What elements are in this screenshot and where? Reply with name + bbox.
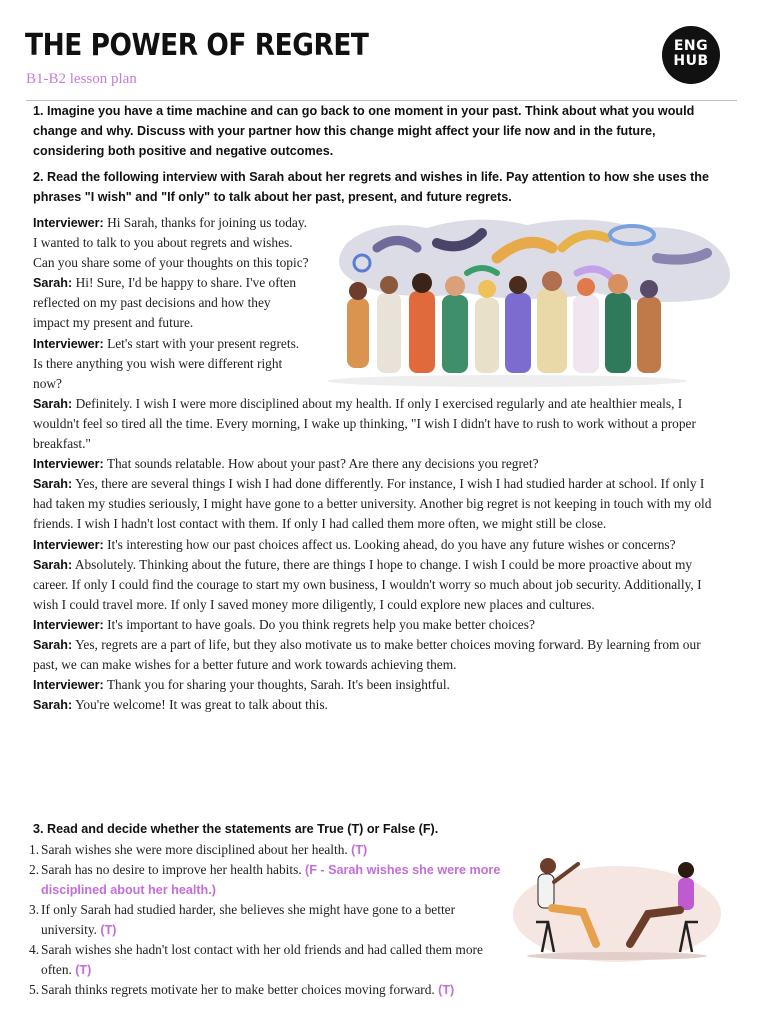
speaker-label: Sarah:: [33, 557, 73, 572]
task-2-instruction: 2. Read the following interview with Sarah about her regrets and wishes in life. Pay attention to how she uses the phrases "I wish" and "If only" to talk about her past, present, and future regrets.: [33, 170, 709, 204]
statement-text: If only Sarah had studied harder, she believes she might have gone to a better university.: [41, 902, 456, 937]
speech-text: It's interesting how our past choices affect us. Looking ahead, do you have any future wishes or concerns?: [107, 536, 676, 552]
statement-answer: (T): [438, 983, 455, 997]
speech-text: Yes, regrets are a part of life, but they also motivate us to make better choices moving forward. By learning from our past, we can make wishes for a better future and work towards achieving them.: [33, 636, 701, 673]
task-1-instruction: 1. Imagine you have a time machine and can go back to one moment in your past. Think about what you would change and why. Discuss with your partner how this change might affect your life now and in the future, considering both positive and negative outcomes.: [33, 104, 695, 158]
task-3-instruction: 3. Read and decide whether the statements are True (T) or False (F).: [33, 822, 439, 836]
interview-turn: [33, 635, 725, 675]
interview-turn: [33, 454, 725, 474]
speaker-label: Interviewer:: [33, 678, 104, 693]
speaker-label: Sarah:: [33, 637, 73, 652]
speaker-label: Interviewer:: [33, 457, 104, 472]
statement-number: 4.: [29, 942, 40, 957]
interview-turn: [33, 675, 725, 695]
speech-text: That sounds relatable. How about your past? Are there any decisions you regret?: [106, 456, 539, 472]
speech-text: You're welcome! It was great to talk about this.: [75, 697, 328, 713]
eng-hub-logo: [662, 26, 720, 84]
statement-text: Sarah has no desire to improve her health habits.: [41, 862, 302, 877]
statement-answer: (T): [100, 923, 117, 937]
speech-text: Hi Sarah, thanks for joining us today. I wanted to talk to you about regrets and wishes. Can you share some of your thoughts on this topic?: [33, 215, 309, 271]
statement-number: 2.: [29, 862, 40, 877]
logo-line-1: ENG: [673, 38, 709, 54]
statement-answer: (F - Sarah wishes she were more disciplined about her health.): [41, 863, 501, 897]
conversation-illustration: [508, 834, 726, 964]
statement-number: 1.: [29, 842, 40, 857]
statement-text: Sarah wishes she were more disciplined about her health.: [41, 842, 348, 857]
statement-number: 5.: [29, 982, 40, 997]
interview-text: [33, 213, 725, 715]
statement-text: Sarah thinks regrets motivate her to make better choices moving forward.: [41, 982, 435, 997]
speech-text: Yes, there are several things I wish I had done differently. For instance, I wish I had studied harder at school. If only I had taken my studies seriously, I might have gone to a better university. Another big regret is not keeping in touch with my old friends. I wish I hadn't lost contact with them. If only I had called them more often, we might still be close.: [33, 476, 712, 532]
speaker-label: Sarah:: [33, 396, 73, 411]
interview-turn: [33, 394, 725, 454]
statement-answer: (T): [75, 963, 92, 977]
statement-item: [29, 980, 509, 1000]
speaker-label: Interviewer:: [33, 216, 104, 230]
speech-text: Absolutely. Thinking about the future, there are things I hope to change. I wish I could be more proactive about my career. If only I could find the courage to start my own business, I wouldn't worry so much about job security. Additionally, I wish I could travel more. If only I saved money more diligently, I could explore new places and cultures.: [33, 556, 702, 612]
statement-item: [29, 840, 509, 860]
speech-text: Let's start with your present regrets. Is there anything you wish were different right now?: [33, 335, 300, 391]
interview-turn: [33, 535, 725, 555]
crowd-illustration: [317, 213, 737, 393]
speaker-label: Interviewer:: [33, 336, 104, 351]
page-title: THE POWER OF REGRET: [25, 28, 369, 63]
speaker-label: Sarah:: [33, 698, 73, 713]
statements-list: [29, 840, 509, 1000]
statement-answer: (T): [351, 843, 368, 857]
speech-text: Definitely. I wish I were more disciplined about my health. If only I exercised regularly and ate healthier meals, I wouldn't feel so tired all the time. Every morning, I wake up thinking, "I wish I didn't have to rush to work without a proper breakfast.": [33, 395, 696, 452]
statement-item: [29, 860, 509, 900]
interview-turn: [33, 474, 725, 534]
interview-turn: [33, 695, 725, 715]
speaker-label: Interviewer:: [33, 537, 104, 552]
speech-text: Thank you for sharing your thoughts, Sarah. It's been insightful.: [106, 677, 450, 693]
interview-turn: [33, 615, 725, 635]
speaker-label: Interviewer:: [33, 617, 104, 632]
page-subtitle: B1-B2 lesson plan: [26, 71, 137, 87]
statement-item: [29, 940, 509, 980]
speaker-label: Sarah:: [33, 276, 73, 291]
statement-text: Sarah wishes she hadn't lost contact with her old friends and had called them more often.: [41, 942, 483, 977]
statement-item: [29, 900, 509, 940]
speech-text: It's important to have goals. Do you think regrets help you make better choices?: [107, 616, 535, 632]
speaker-label: Sarah:: [33, 477, 73, 492]
speech-text: Hi! Sure, I'd be happy to share. I've often reflected on my past decisions and how they impact my present and future.: [33, 275, 297, 331]
interview-turn: [33, 555, 725, 615]
logo-line-2: HUB: [673, 53, 709, 69]
statement-number: 3.: [29, 902, 40, 917]
